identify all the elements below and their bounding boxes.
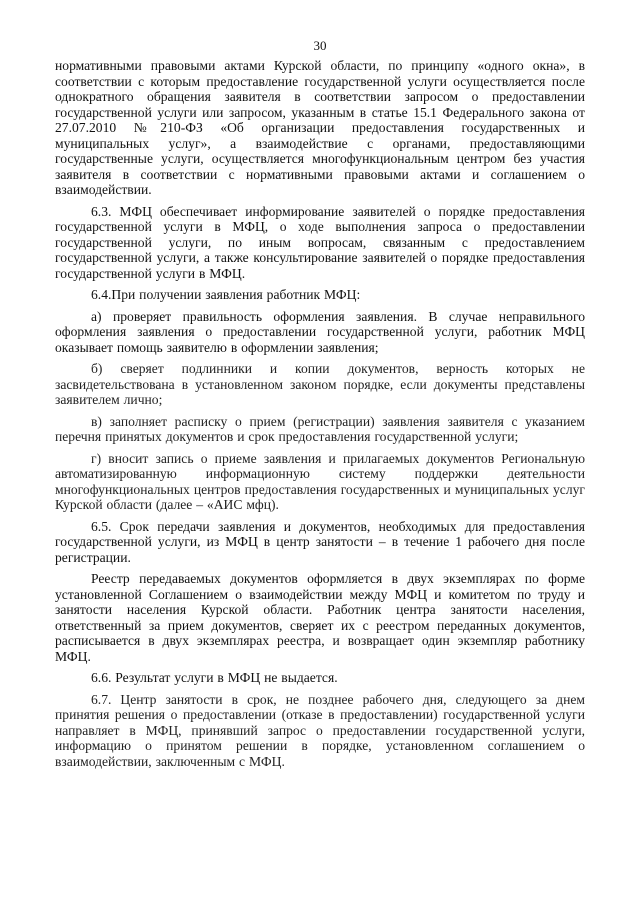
- paragraph-6-4: 6.4.При получении заявления работник МФЦ:: [91, 287, 361, 302]
- paragraph-6-4-g: г) вносит запись о приеме заявления и прилагаемых документов Региональную автоматизированную информационную систему поддержки деятельности многофункциональных центров предоставления государственных и муниципальных услуг Курской области (далее – «АИС мфц).: [55, 450, 585, 512]
- paragraph-6-3: 6.3. МФЦ обеспечивает информирование заявителей о порядке предоставления государственной услуги в МФЦ, о ходе выполнения запроса о предоставлении государственной услуги, по иным вопросам, связанным с предоставлением государственной услуги, а также консультирование заявителей о порядке предоставления государственной услуги в МФЦ.: [55, 203, 585, 281]
- paragraph-6-4-a: а) проверяет правильность оформления заявления. В случае неправильного оформления заявления о предоставлении государственной услуги, работник МФЦ оказывает помощь заявителю в оформлении заявления;: [55, 308, 585, 355]
- paragraph-6-6: 6.6. Результат услуги в МФЦ не выдается.: [91, 670, 338, 685]
- document-body: [55, 58, 585, 775]
- page-number: 30: [313, 38, 327, 53]
- paragraph-continuation: нормативными правовыми актами Курской области, по принципу «одного окна», в соответствии с которым предоставление государственной услуги осуществляется после однократного обращения заявителя в соответствии запросом о предоставлении государственной услуги или запросом, указанным в статье 15.1 Федерального закона от 27.07.2010 №210-ФЗ «Об организации предоставления государственных и муниципальных услуг», а взаимодействие с органами, предоставляющими государственные услуги, осуществляется многофункциональным центром без участия заявителя в соответствии с нормативными правовыми актами и соглашением о взаимодействии.: [55, 58, 585, 197]
- paragraph-6-5: 6.5. Срок передачи заявления и документов, необходимых для предоставления государственной услуги, из МФЦ в центр занятости – в течение 1 рабочего дня после регистрации.: [55, 518, 585, 565]
- paragraph-6-4-v: в) заполняет расписку о прием (регистрации) заявления заявителя с указанием перечня принятых документов и срок предоставления государственной услуги;: [55, 413, 585, 444]
- paragraph-6-7: 6.7. Центр занятости в срок, не позднее рабочего дня, следующего за днем принятия решения о предоставлении (отказе в предоставлении) государственной услуги направляет в МФЦ, принявший запрос о предоставлении государственной услуги, информацию о принятом решении в порядке, установленном соглашением о взаимодействии, заключенным с МФЦ.: [55, 691, 585, 769]
- paragraph-6-4-b: б) сверяет подлинники и копии документов, верность которых не засвидетельствована в установленном законом порядке, если документы представлены заявителем лично;: [55, 361, 585, 407]
- paragraph-registry: Реестр передаваемых документов оформляется в двух экземплярах по форме установленной Соглашением о взаимодействии между МФЦ и комитетом по труду и занятости населения Курской области. Работник центра занятости населения, ответственный за прием документов, сверяет их с реестром переданных документов, расписывается в двух экземплярах реестра, и возвращает один экземпляр работнику МФЦ.: [55, 571, 585, 664]
